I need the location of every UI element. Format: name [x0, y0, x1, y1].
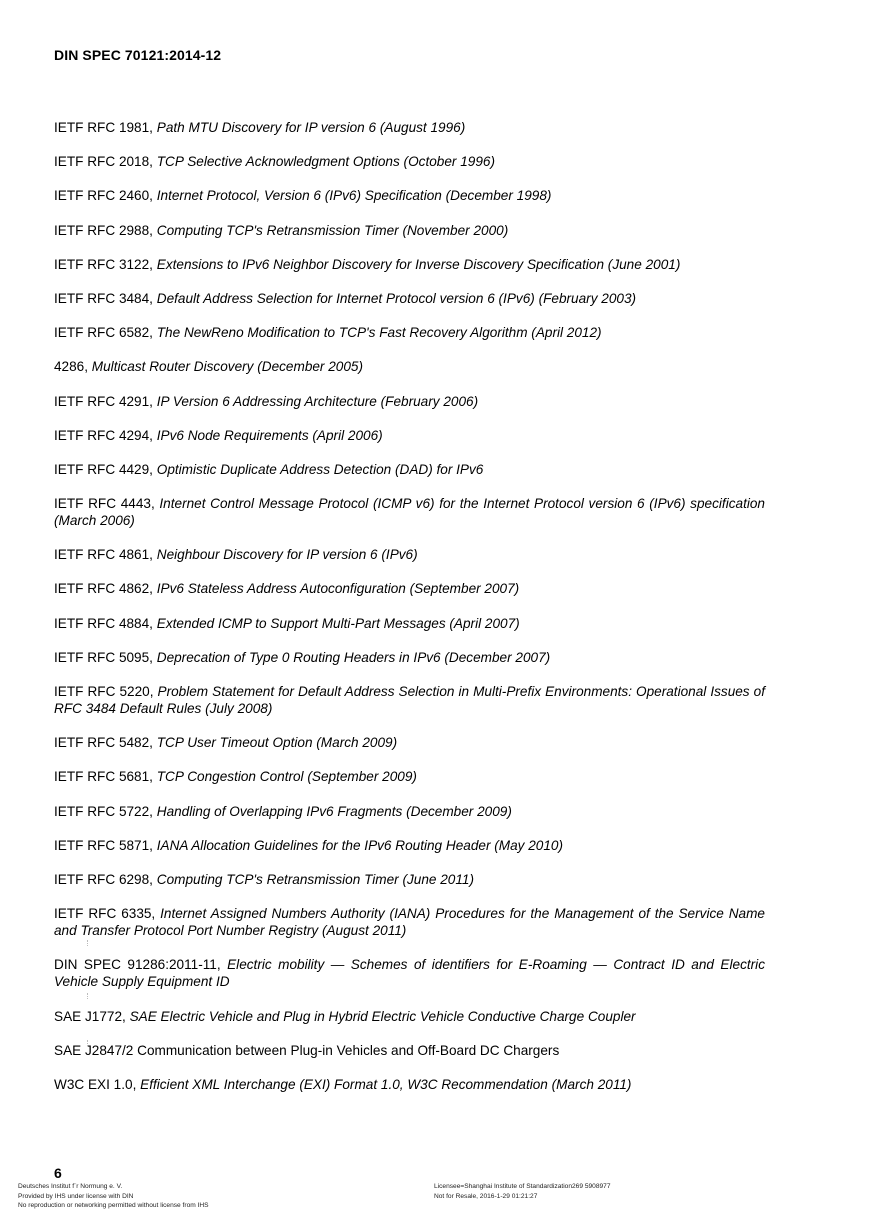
reference-item — [54, 256, 765, 273]
reference-title: Multicast Router Discovery (December 2005) — [91, 359, 364, 375]
reference-code: IETF RFC 4884, — [54, 615, 157, 631]
scan-mark — [87, 1040, 89, 1046]
reference-title: Electric mobility — Schemes of identifiers for E-Roaming — Contract ID and Electric Vehicle Supply Equipment ID — [54, 957, 766, 990]
reference-item — [54, 187, 765, 204]
reference-code: IETF RFC 2018, — [54, 154, 157, 170]
reference-list — [54, 119, 765, 1110]
reference-title: Internet Control Message Protocol (ICMP v6) for the Internet Protocol version 6 (IPv6) specification (March 2006) — [54, 496, 765, 529]
reference-title: TCP Congestion Control (September 2009) — [156, 769, 417, 785]
reference-code: IETF RFC 2460, — [54, 188, 157, 204]
reference-item — [54, 871, 765, 888]
reference-code: IETF RFC 4429, — [54, 461, 157, 477]
reference-item — [54, 1076, 765, 1093]
reference-item — [54, 905, 765, 939]
reference-code: IETF RFC 5871, — [54, 837, 157, 853]
footer-line: Licensee=Shanghai Institute of Standardization269 5908977 — [434, 1183, 611, 1190]
footer-line: No reproduction or networking permitted without license from IHS — [18, 1202, 209, 1209]
reference-title: IANA Allocation Guidelines for the IPv6 Routing Header (May 2010) — [156, 837, 564, 853]
reference-item — [54, 393, 765, 410]
reference-item — [54, 768, 765, 785]
reference-code: IETF RFC 5220, — [54, 684, 158, 699]
reference-item — [54, 324, 765, 341]
reference-item — [54, 358, 765, 375]
reference-item — [54, 495, 765, 529]
reference-title: Extended ICMP to Support Multi-Part Messages (April 2007) — [156, 615, 520, 631]
reference-item — [54, 461, 765, 478]
reference-item — [54, 290, 765, 307]
scan-mark — [87, 940, 89, 946]
reference-title: Path MTU Discovery for IP version 6 (August 1996) — [156, 120, 466, 135]
footer-line: Not for Resale, 2016-1-29 01:21:27 — [434, 1192, 538, 1200]
reference-item — [54, 649, 765, 666]
footer-line: Provided by IHS under license with DIN — [18, 1192, 134, 1200]
reference-code: IETF RFC 6335, — [54, 906, 161, 922]
reference-item — [54, 1008, 765, 1025]
reference-title: Default Address Selection for Internet Protocol version 6 (IPv6) (February 2003) — [156, 290, 637, 306]
reference-code: IETF RFC 4861, — [54, 547, 157, 563]
reference-code: 4286, — [54, 359, 92, 375]
reference-title: Computing TCP's Retransmission Timer (November 2000) — [156, 222, 509, 238]
reference-code: W3C EXI 1.0, — [54, 1076, 141, 1092]
reference-code: IETF RFC 1981, — [54, 120, 157, 135]
reference-code: IETF RFC 4291, — [54, 393, 157, 409]
reference-code: IETF RFC 5722, — [54, 803, 157, 819]
reference-title: Neighbour Discovery for IP version 6 (IPv6) — [156, 547, 418, 563]
reference-item — [54, 222, 765, 239]
reference-item — [54, 427, 765, 444]
reference-title: TCP Selective Acknowledgment Options (October 1996) — [156, 154, 495, 170]
reference-code: IETF RFC 2988, — [54, 222, 157, 238]
reference-item — [54, 615, 765, 632]
reference-code: IETF RFC 5482, — [54, 735, 157, 751]
reference-title: Problem Statement for Default Address Selection in Multi-Prefix Environments: Operational Issues of RFC 3484 Default Rules (July 2008) — [54, 684, 765, 716]
reference-title: IPv6 Node Requirements (April 2006) — [156, 427, 383, 443]
reference-title: SAE Electric Vehicle and Plug in Hybrid Electric Vehicle Conductive Charge Coupler — [129, 1008, 636, 1024]
reference-item — [54, 546, 765, 563]
reference-title: IP Version 6 Addressing Architecture (February 2006) — [156, 393, 479, 409]
reference-code: SAE J1772, — [54, 1008, 130, 1024]
reference-code: IETF RFC 4294, — [54, 427, 157, 443]
reference-code: IETF RFC 4862, — [54, 581, 157, 597]
reference-title: Internet Assigned Numbers Authority (IANA) Procedures for the Management of the Service Name and Transfer Protocol Port Number Registry (August 2011) — [54, 906, 765, 939]
reference-title: Efficient XML Interchange (EXI) Format 1.0, W3C Recommendation (March 2011) — [140, 1076, 632, 1092]
page-number: 6 — [54, 1165, 62, 1181]
reference-title: Computing TCP's Retransmission Timer (June 2011) — [156, 871, 475, 887]
reference-item — [54, 153, 765, 170]
reference-title: IPv6 Stateless Address Autoconfiguration (September 2007) — [156, 581, 520, 597]
reference-code: IETF RFC 3122, — [54, 256, 157, 272]
reference-item — [54, 683, 765, 717]
footer-line: Deutsches Institut f¨r Normung e. V. — [18, 1183, 123, 1190]
footer-license-right — [434, 1182, 611, 1201]
reference-title: Handling of Overlapping IPv6 Fragments (December 2009) — [156, 803, 512, 819]
reference-code: IETF RFC 6582, — [54, 325, 157, 341]
reference-title: Extensions to IPv6 Neighbor Discovery for Inverse Discovery Specification (June 2001) — [156, 256, 681, 272]
reference-item — [54, 580, 765, 597]
reference-item — [54, 119, 765, 136]
reference-code: IETF RFC 5681, — [54, 769, 157, 785]
footer-license-left — [18, 1182, 209, 1211]
reference-item — [54, 734, 765, 751]
reference-title: TCP User Timeout Option (March 2009) — [156, 735, 398, 751]
reference-item — [54, 837, 765, 854]
reference-item — [54, 956, 765, 990]
reference-title: Optimistic Duplicate Address Detection (DAD) for IPv6 — [156, 461, 484, 477]
reference-code: IETF RFC 3484, — [54, 290, 157, 306]
reference-code: DIN SPEC 91286:2011-11, — [54, 957, 228, 973]
document-header: DIN SPEC 70121:2014-12 — [54, 47, 222, 63]
reference-code: IETF RFC 5095, — [54, 649, 157, 665]
reference-item — [54, 1042, 765, 1059]
reference-title: Internet Protocol, Version 6 (IPv6) Specification (December 1998) — [156, 188, 552, 204]
reference-code: IETF RFC 6298, — [54, 871, 157, 887]
reference-title: Deprecation of Type 0 Routing Headers in IPv6 (December 2007) — [156, 649, 551, 665]
reference-title: The NewReno Modification to TCP's Fast Recovery Algorithm (April 2012) — [156, 325, 602, 341]
reference-code: SAE J2847/2 Communication between Plug-in Vehicles and Off-Board DC Chargers — [54, 1042, 560, 1058]
reference-code: IETF RFC 4443, — [54, 496, 160, 512]
scan-mark — [87, 993, 89, 999]
reference-item — [54, 803, 765, 820]
